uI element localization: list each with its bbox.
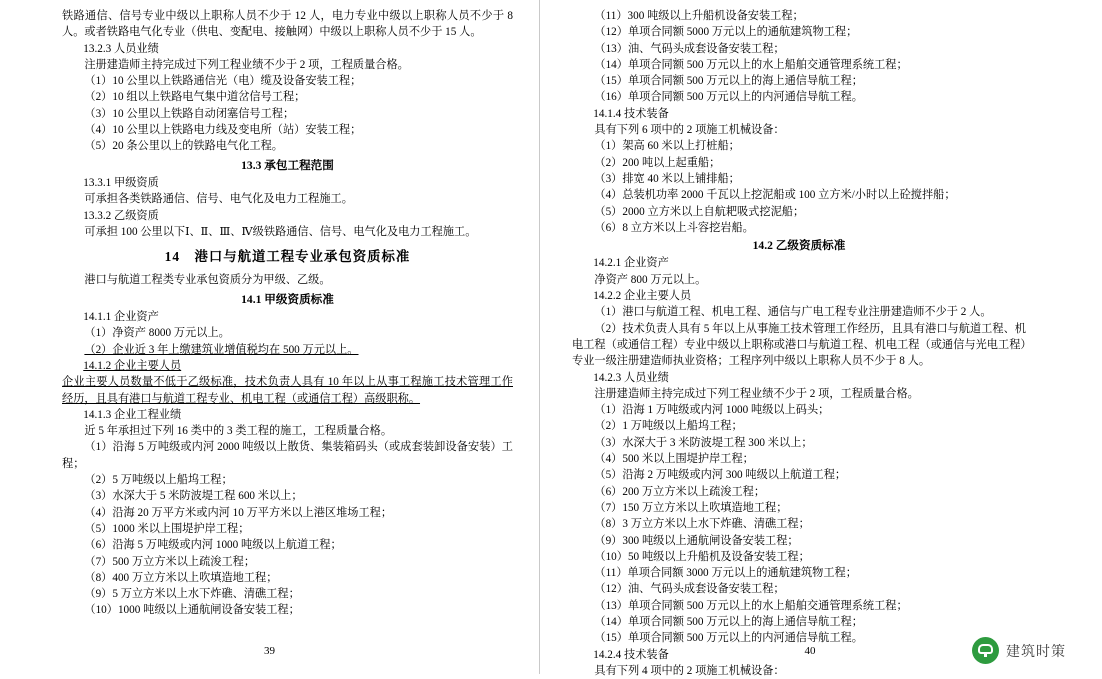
- paragraph: （5）2000 立方米以上自航耙吸式挖泥船；: [594, 205, 805, 218]
- section-heading: 13.3 承包工程范围: [241, 158, 334, 172]
- paragraph: （1）沿海 1 万吨级或内河 1000 吨级以上码头；: [594, 404, 830, 417]
- paragraph: 注册建造师主持完成过下列工程业绩不少于 2 项，工程质量合格。: [594, 387, 919, 400]
- paragraph: （2）5 万吨级以上船坞工程；: [84, 474, 233, 487]
- paragraph: （9）300 吨级以上通航闸设备安装工程；: [594, 534, 799, 547]
- paragraph: 14.1.3 企业工程业绩: [83, 408, 182, 421]
- paragraph: （5）1000 米以上围堤护岸工程；: [84, 522, 250, 535]
- paragraph: 具有下列 6 项中的 2 项施工机械设备：: [594, 124, 785, 137]
- paragraph: （8）400 万立方米以上吹填造地工程；: [84, 571, 278, 584]
- paragraph: （1）架高 60 米以上打桩船；: [594, 140, 740, 153]
- paragraph: 注册建造师主持完成过下列工程业绩不少于 2 项，工程质量合格。: [84, 58, 409, 71]
- paragraph: （15）单项合同额 500 万元以上的海上通信导航工程；: [594, 75, 863, 88]
- paragraph: （2）1 万吨级以上船坞工程；: [594, 420, 743, 433]
- section-heading: 14.2 乙级资质标准: [752, 239, 846, 253]
- page-number-left: 39: [264, 645, 275, 657]
- paragraph: 14.1.4 技术装备: [593, 107, 669, 120]
- paragraph: （8）3 万立方米以上水下炸礁、清礁工程；: [594, 518, 810, 531]
- paragraph: 铁路通信、信号专业中级以上职称人员不少于 12 人，电力专业中级以上职称人员不少于 8 人。或者铁路电气化专业（供电、变配电、接触网）中级以上职称人员不少于 15 人。: [62, 10, 513, 39]
- page-right-body: [572, 8, 1026, 677]
- page-right: [540, 0, 1080, 677]
- paragraph: 可承担各类铁路通信、信号、电气化及电力工程施工。: [84, 193, 353, 206]
- paragraph: 13.3.2 乙级资质: [83, 209, 159, 222]
- paragraph: （2）10 组以上铁路电气集中道岔信号工程；: [84, 91, 306, 104]
- paragraph: （4）沿海 20 万平方米或内河 10 万平方米以上港区堆场工程；: [84, 506, 393, 519]
- paragraph: （16）单项合同额 500 万元以上的内河通信导航工程。: [594, 91, 863, 104]
- paragraph: （3）排宽 40 米以上铺排船；: [594, 172, 740, 185]
- paragraph: （10）1000 吨级以上通航闸设备安装工程；: [84, 604, 300, 617]
- paragraph: （15）单项合同额 500 万元以上的内河通信导航工程。: [594, 632, 863, 645]
- paragraph: （1）10 公里以上铁路通信光（电）缆及设备安装工程；: [84, 75, 362, 88]
- paragraph: （5）20 条公里以上的铁路电气化工程。: [84, 140, 283, 153]
- paragraph: （7）500 万立方米以上疏浚工程；: [84, 555, 256, 568]
- wechat-account-badge-icon: [972, 637, 999, 664]
- paragraph: （6）200 万立方米以上疏浚工程；: [594, 485, 766, 498]
- paragraph: （3）10 公里以上铁路自动闭塞信号工程；: [84, 107, 295, 120]
- paragraph: （4）10 公里以上铁路电力线及变电所（站）安装工程；: [84, 124, 362, 137]
- paragraph: （4）总装机功率 2000 千瓦以上挖泥船或 100 立方米/小时以上砼搅拌船；: [594, 189, 956, 202]
- paragraph: （13）油、气码头成套设备安装工程；: [594, 42, 785, 55]
- paragraph: 具有下列 4 项中的 2 项施工机械设备：: [594, 664, 785, 677]
- paragraph: （14）单项合同额 500 万元以上的水上船舶交通管理系统工程；: [594, 58, 908, 71]
- paragraph: 14.2.1 企业资产: [593, 257, 669, 270]
- watermark-label: 建筑时策: [1006, 644, 1066, 660]
- paragraph: （5）沿海 2 万吨级或内河 300 吨级以上航道工程；: [594, 469, 847, 482]
- paragraph: （1）净资产 8000 万元以上。: [84, 327, 230, 340]
- paragraph: （2）技术负责人具有 5 年以上从事施工技术管理工作经历，且具有港口与航道工程、机电工程（或通信工程）专业中级以上职称或港口与航道工程、机电工程（或通信与光电工程）专业一级注册建造师执业资格；工程序列中级以上职称人员不少于 8 人。: [572, 322, 1026, 368]
- paragraph: （11）300 吨级以上升船机设备安装工程；: [594, 10, 804, 22]
- paragraph: （13）单项合同额 500 万元以上的水上船舶交通管理系统工程；: [594, 599, 908, 612]
- paragraph: 港口与航道工程类专业承包资质分为甲级、乙级。: [84, 274, 331, 287]
- paragraph: 14.2.3 人员业绩: [593, 371, 669, 384]
- paragraph: （14）单项合同额 500 万元以上的海上通信导航工程；: [594, 615, 863, 628]
- paragraph: （11）单项合同额 3000 万元以上的通航建筑物工程；: [594, 567, 857, 580]
- paragraph: （2）企业近 3 年上缴建筑业增值税均在 500 万元以上。: [84, 343, 359, 356]
- paragraph: 近 5 年承担过下列 16 类中的 3 类工程的施工，工程质量合格。: [84, 425, 393, 438]
- paragraph: （3）水深大于 3 米防波堤工程 300 米以上；: [594, 436, 813, 449]
- paragraph: （3）水深大于 5 米防波堤工程 600 米以上；: [84, 490, 303, 503]
- page-number-right: 40: [804, 645, 816, 657]
- paragraph: 14.2.4 技术装备: [593, 648, 669, 661]
- section-heading: 14.1 甲级资质标准: [241, 292, 334, 306]
- paragraph: （7）150 万立方米以上吹填造地工程；: [594, 501, 788, 514]
- paragraph: 13.3.1 甲级资质: [83, 176, 159, 189]
- paragraph: （2）200 吨以上起重船；: [594, 156, 721, 169]
- page-left-body: [62, 8, 513, 628]
- paragraph: 14.2.2 企业主要人员: [593, 290, 692, 303]
- paragraph: 企业主要人员数量不低于乙级标准，技术负责人具有 10 年以上从事工程施工技术管理工作经历，且具有港口与航道工程专业、机电工程（或通信工程）高级职称。: [62, 376, 513, 405]
- section-heading: 14 港口与航道工程专业承包资质标准: [164, 249, 411, 265]
- paragraph: （10）50 吨级以上升船机及设备安装工程；: [594, 550, 810, 563]
- paragraph: （4）500 米以上围堤护岸工程；: [594, 453, 754, 466]
- paragraph: （1）港口与航道工程、机电工程、通信与广电工程专业注册建造师不少于 2 人。: [594, 306, 992, 319]
- paragraph: 14.1.1 企业资产: [83, 311, 159, 324]
- paragraph: 净资产 800 万元以上。: [594, 273, 707, 286]
- paragraph: 14.1.2 企业主要人员: [83, 359, 182, 372]
- paragraph: （1）沿海 5 万吨级或内河 2000 吨级以上散货、集装箱码头（或成套装卸设备安装）工程；: [62, 441, 513, 470]
- page-left: [0, 0, 540, 674]
- paragraph: （12）单项合同额 5000 万元以上的通航建筑物工程；: [594, 26, 858, 39]
- watermark: [972, 637, 1066, 664]
- paragraph: （6）8 立方米以上斗容挖岩船。: [594, 221, 754, 234]
- paragraph: 可承担 100 公里以下Ⅰ、Ⅱ、Ⅲ、Ⅳ级铁路通信、信号、电气化及电力工程施工。: [84, 225, 477, 238]
- paragraph: （9）5 万立方米以上水下炸礁、清礁工程；: [84, 588, 300, 601]
- paragraph: （12）油、气码头成套设备安装工程；: [594, 583, 785, 596]
- paragraph: （6）沿海 5 万吨级或内河 1000 吨级以上航道工程；: [84, 539, 342, 552]
- paragraph: 13.2.3 人员业绩: [83, 42, 159, 55]
